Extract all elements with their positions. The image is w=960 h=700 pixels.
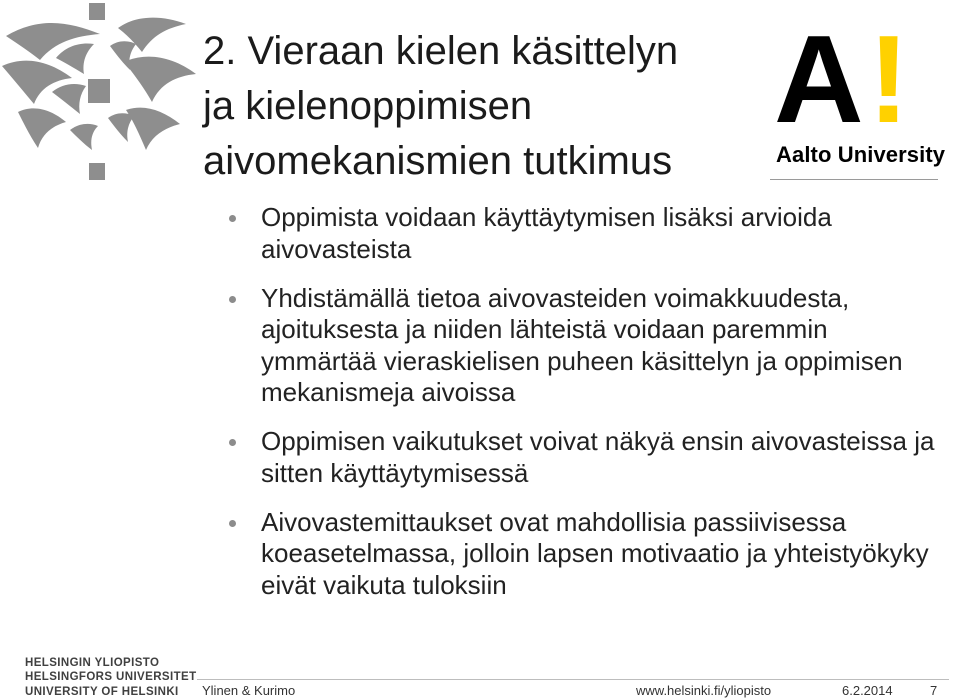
bullet-text: Oppimista voidaan käyttäytymisen lisäksi arvioida aivovasteista bbox=[261, 202, 832, 264]
bullet-dot-icon bbox=[229, 215, 236, 222]
bullet-text: Oppimisen vaikutukset voivat näkyä ensin aivovasteissa ja sitten käyttäytymisessä bbox=[261, 426, 935, 488]
footer-date: 6.2.2014 bbox=[842, 683, 893, 698]
bullet-item bbox=[229, 283, 949, 409]
uh-wordmark-line: UNIVERSITY OF HELSINKI bbox=[25, 685, 179, 698]
footer-url[interactable]: www.helsinki.fi/yliopisto bbox=[636, 683, 772, 698]
bullet-dot-icon bbox=[229, 296, 236, 303]
footer-divider bbox=[197, 679, 949, 680]
bullet-dot-icon bbox=[229, 439, 236, 446]
header-divider bbox=[770, 179, 938, 180]
aalto-university-wordmark: Aalto University bbox=[776, 142, 946, 167]
bullet-list bbox=[229, 202, 949, 619]
aalto-mark-exclamation: ! bbox=[868, 11, 910, 149]
bullet-text: Yhdistämällä tietoa aivovasteiden voimakkuudesta, ajoituksesta ja niiden lähteistä voidaan paremmin ymmärtää vieraskielisen puheen käsittelyn ja oppimisen mekanismeja aivoissa bbox=[261, 282, 903, 407]
footer-author: Ylinen & Kurimo bbox=[202, 683, 296, 698]
bullet-item bbox=[229, 202, 949, 265]
bullet-text: Aivovastemittaukset ovat mahdollisia passiivisessa koeasetelmassa, jolloin lapsen motivaatio ja yhteistyökyky eivät vaikuta tuloksiin bbox=[261, 506, 929, 600]
slide-title bbox=[203, 24, 763, 189]
uh-wordmark-line: HELSINGIN YLIOPISTO bbox=[25, 657, 160, 669]
bullet-item bbox=[229, 507, 949, 602]
university-of-helsinki-wordmark bbox=[25, 656, 197, 699]
university-of-helsinki-flame-logo bbox=[0, 0, 200, 190]
slide-title-line: aivomekanismien tutkimus bbox=[203, 139, 673, 183]
uh-wordmark-line: HELSINGFORS UNIVERSITET bbox=[25, 671, 197, 684]
footer-page-number: 7 bbox=[930, 683, 938, 698]
aalto-mark-a: A bbox=[774, 11, 864, 149]
bullet-dot-icon bbox=[229, 520, 236, 527]
bullet-item bbox=[229, 426, 949, 489]
slide-title-line: ja kielenoppimisen bbox=[203, 84, 533, 128]
slide-title-line: 2. Vieraan kielen käsittelyn bbox=[203, 29, 679, 73]
